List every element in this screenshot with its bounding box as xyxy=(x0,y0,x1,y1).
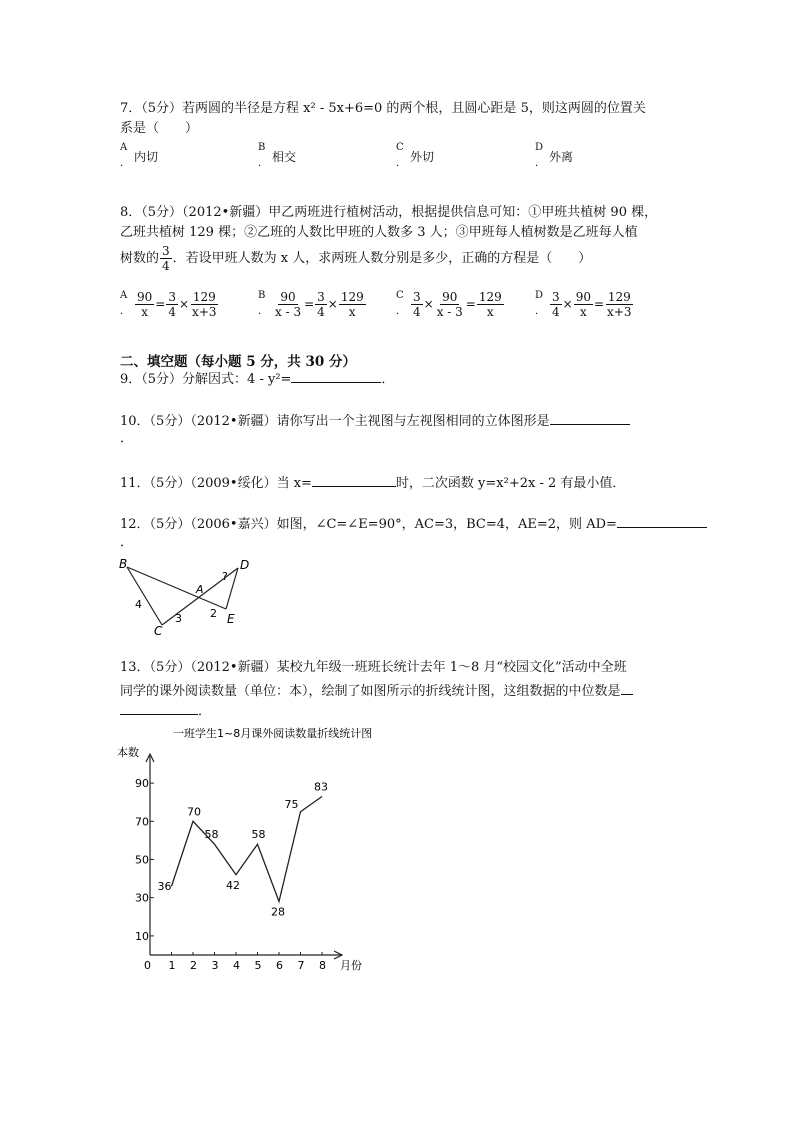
label-bc-length: 4 xyxy=(135,598,142,611)
q8-option-d[interactable]: D ． $\frac{3}{4}$ × $\frac{90}{x}$ = $\frac{129}{x+3}$ xyxy=(535,289,632,319)
q12-period: ． xyxy=(120,535,134,550)
q12-answer-blank[interactable] xyxy=(617,515,707,528)
reading-line-chart xyxy=(115,722,405,977)
y-tick-label: 30 xyxy=(135,891,149,905)
option-letter: D xyxy=(535,142,544,153)
data-label: 83 xyxy=(314,780,328,794)
option-text: 外离 xyxy=(549,149,574,164)
q8-option-b[interactable]: B ． $\frac{90}{x - 3}$ = $\frac{3}{4}$ × $\frac{129}{x}$ xyxy=(258,289,364,319)
y-tick-label: 90 xyxy=(135,777,149,791)
x-tick-label: 7 xyxy=(297,959,305,972)
section-heading-fill-in: 二、填空题（每小题 5 分，共 30 分） xyxy=(120,354,356,370)
q11-answer-blank[interactable] xyxy=(312,474,396,487)
q7-option-a[interactable]: A ． 内切 xyxy=(120,142,159,169)
label-ac-length: 3 xyxy=(175,612,182,625)
chart-title: 一班学生1~8月课外阅读数量折线统计图 xyxy=(173,727,373,740)
option-text: 外切 xyxy=(410,149,435,164)
y-tick-label: 70 xyxy=(135,815,149,829)
data-label: 70 xyxy=(187,805,201,819)
q7-option-b[interactable]: B ． 相交 xyxy=(258,142,297,169)
q7-option-d[interactable]: D ． 外离 xyxy=(535,142,574,169)
q7-stem-line2: 系是（ ） xyxy=(120,121,199,136)
segment-bc xyxy=(127,567,162,625)
q9-stem: 9．（5分）分解因式：4 - y²= ． xyxy=(120,372,395,387)
q10-answer-blank[interactable] xyxy=(550,412,630,425)
label-ae-length: 2 xyxy=(210,607,217,620)
x-tick-label: 3 xyxy=(211,959,219,972)
x-tick-label: 2 xyxy=(190,959,197,972)
option-letter: A xyxy=(120,142,128,153)
fraction-three-quarters: $\frac{3}{4}$ xyxy=(162,244,170,273)
data-label: 36 xyxy=(157,880,172,894)
y-tick-label: 10 xyxy=(135,929,149,943)
q7-option-c[interactable]: C ． 外切 xyxy=(396,142,435,169)
label-d: D xyxy=(240,558,250,572)
label-b: B xyxy=(119,557,128,571)
q13-stem-line1: 13．（5分）（2012•新疆）某校九年级一班班长统计去年 1～8 月“校园文化”活动中全班 xyxy=(120,660,627,675)
y-tick-label: 50 xyxy=(135,853,149,867)
q10-stem: 10．（5分）（2012•新疆）请你写出一个主视图与左视图相同的立体图形是 xyxy=(120,412,630,431)
q7-stem-line1: 7．（5分）若两圆的半径是方程 x² - 5x+6=0 的两个根，且圆心距是 5，则这两圆的位置关 xyxy=(120,101,646,116)
data-label: 42 xyxy=(226,878,240,892)
label-e: E xyxy=(227,612,235,626)
label-c: C xyxy=(154,624,163,638)
q12-geometry-figure xyxy=(110,555,260,640)
q13-stem-line3: ． xyxy=(120,702,211,721)
q13-answer-blank-end[interactable] xyxy=(120,702,198,715)
option-letter: B xyxy=(258,142,266,153)
q8-stem-line3 xyxy=(120,244,591,273)
q12-stem: 12．（5分）（2006•嘉兴）如图，∠C=∠E=90°，AC=3，BC=4，AE=2，则 AD= xyxy=(120,515,707,534)
x-tick-label: 5 xyxy=(254,959,262,972)
q8-stem-line1: 8．（5分）（2012•新疆）甲乙两班进行植树活动，根据提供信息可知：①甲班共植树 90 棵， xyxy=(120,205,658,220)
q11-stem: 11．（5分）（2009•绥化）当 x= 时，二次函数 y=x²+2x - 2 有最小值． xyxy=(120,476,626,491)
x-tick-label: 6 xyxy=(276,959,283,972)
option-text: 内切 xyxy=(134,149,159,164)
option-letter: C xyxy=(396,142,404,153)
q13-answer-blank-start[interactable] xyxy=(621,682,633,695)
label-ad-unknown: ? xyxy=(222,570,228,583)
x-tick-label: 8 xyxy=(319,959,326,972)
q9-answer-blank[interactable] xyxy=(291,370,381,383)
data-label: 75 xyxy=(284,797,299,811)
x-tick-label: 0 xyxy=(144,959,151,972)
q8-stem-line3-prefix: 树数的 xyxy=(120,250,160,266)
label-a: A xyxy=(196,583,204,596)
q8-stem-line3-suffix: ．若设甲班人数为 x 人，求两班人数分别是多少，正确的方程是（ ） xyxy=(172,250,592,266)
data-label: 58 xyxy=(204,828,219,842)
q8-option-a[interactable]: A ． $\frac{90}{x}$ = $\frac{3}{4}$ × $\frac{129}{x+3}$ xyxy=(120,289,217,319)
chart-y-axis-label: 本数 xyxy=(117,746,139,759)
data-label: 58 xyxy=(251,828,266,842)
q10-period: ． xyxy=(120,431,134,446)
q13-stem-line2: 同学的课外阅读数量（单位：本），绘制了如图所示的折线统计图，这组数据的中位数是 xyxy=(120,682,633,701)
q8-stem-line2: 乙班共植树 129 棵；②乙班的人数比甲班的人数多 3 人；③甲班每人植树数是乙班每人植 xyxy=(120,225,638,240)
data-label: 28 xyxy=(271,905,285,919)
chart-x-axis-label: 月份 xyxy=(340,959,362,972)
q8-option-c[interactable]: C ． $\frac{3}{4}$ × $\frac{90}{x - 3}$ = $\frac{129}{x}$ xyxy=(396,289,502,319)
x-tick-label: 1 xyxy=(168,959,176,972)
option-text: 相交 xyxy=(272,149,297,164)
x-tick-label: 4 xyxy=(233,959,240,972)
